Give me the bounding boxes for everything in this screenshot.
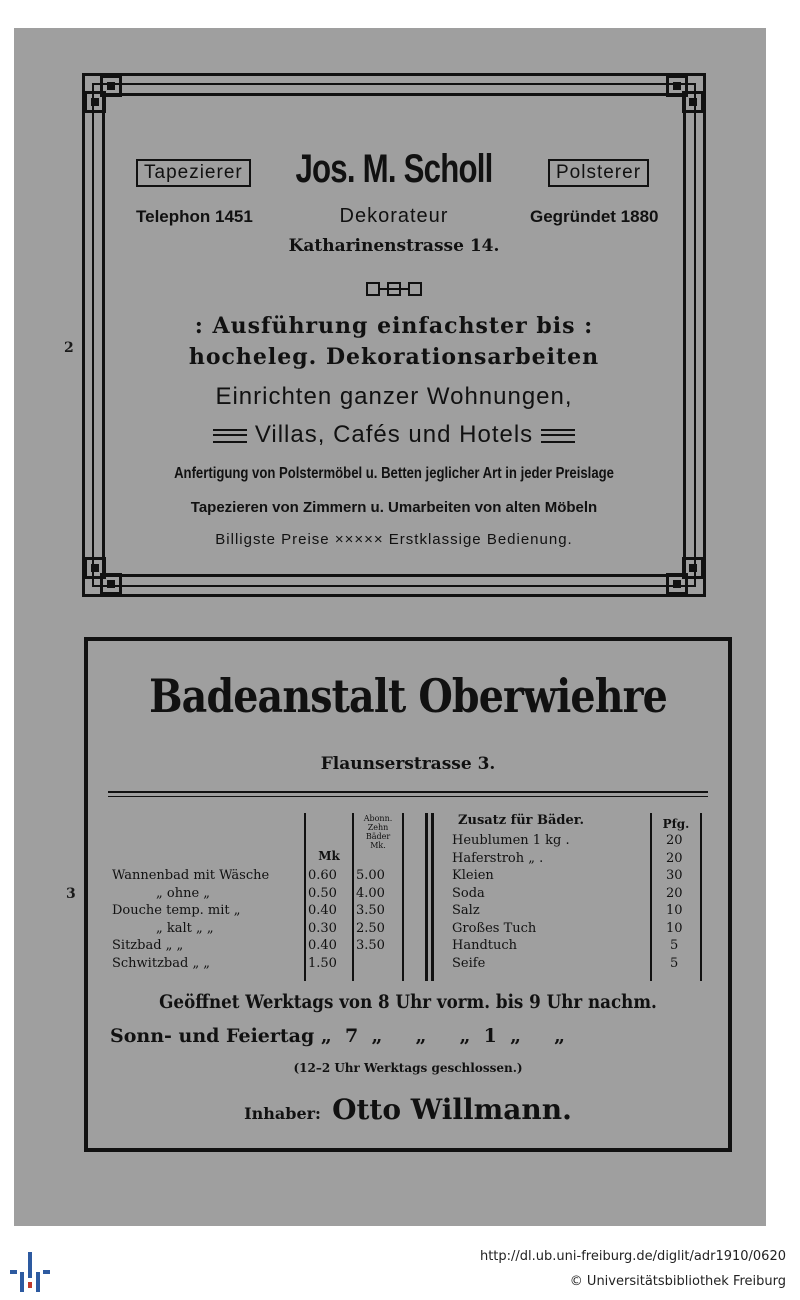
row-abonn: 4.00 (356, 885, 385, 901)
table-column-line (402, 813, 404, 981)
table-row (112, 920, 402, 938)
table-row (112, 867, 402, 885)
bath-title: Badeanstalt Oberwiehre (149, 669, 667, 723)
owner-name: Otto Willmann. (332, 1093, 572, 1126)
row-abonn: 3.50 (356, 903, 385, 918)
table-row (452, 850, 692, 868)
table-row (452, 867, 692, 885)
advertisement-badeanstalt (84, 637, 732, 1152)
table-row (112, 885, 402, 903)
source-url[interactable]: http://dl.ub.uni-freiburg.de/diglit/adr1910/0620 (479, 1249, 786, 1264)
table-column-line (425, 813, 428, 981)
row-label: Seife (452, 955, 486, 971)
table-column-line (700, 813, 702, 981)
row-mk: 0.50 (308, 885, 337, 901)
row-pfg: 20 (666, 885, 683, 901)
table-column-line (431, 813, 434, 981)
company-name: Jos. M. Scholl (295, 147, 493, 191)
mk-header: Mk (318, 849, 340, 863)
connector-line (380, 288, 408, 290)
row-label: Kleien (452, 868, 494, 883)
owner-line (88, 1093, 728, 1126)
closing-note: (12–2 Uhr Werktags geschlossen.) (293, 1061, 523, 1075)
square-ornament (408, 282, 422, 296)
row-label: Douche temp. mit „ (112, 903, 241, 918)
corner-ornament (666, 75, 688, 97)
row-label: „ ohne „ (156, 885, 210, 901)
abonn-header-line: Zehn (367, 823, 389, 832)
service-line-6: Tapezieren von Zimmern u. Umarbeiten von alten Möbeln (190, 499, 598, 516)
service-line-4-row (66, 421, 722, 449)
library-logo-icon (10, 1252, 50, 1292)
copyright-notice: © Universitätsbibliothek Freiburg (569, 1274, 786, 1289)
service-line-4: Villas, Cafés und Hotels (254, 421, 534, 448)
row-pfg: 10 (666, 903, 683, 918)
row-pfg: 20 (666, 833, 683, 848)
address: Katharinenstrasse 14. (288, 236, 500, 256)
row-label: Heublumen 1 kg . (452, 833, 570, 848)
profession: Dekorateur (339, 205, 449, 227)
service-line-3: Einrichten ganzer Wohnungen, (215, 383, 573, 410)
addon-price-table (452, 832, 692, 972)
row-label: Schwitzbad „ „ (112, 955, 211, 971)
service-line-5: Anfertigung von Polstermöbel u. Betten jeglicher Art in jeder Preislage (174, 465, 614, 482)
row-label: Haferstroh „ . (452, 850, 544, 866)
row-pfg: 30 (666, 868, 683, 883)
opening-hours-sundays: Sonn- und Feiertag „ 7 „ „ „ 1 „ „ (110, 1025, 566, 1047)
row-pfg: 20 (666, 850, 683, 866)
decorative-lines (213, 429, 247, 443)
row-mk: 0.30 (308, 920, 337, 936)
row-abonn: 5.00 (356, 868, 385, 883)
founded: Gegründet 1880 (530, 207, 659, 226)
bath-street: Flaunserstrasse 3. (320, 754, 496, 774)
table-row (112, 937, 402, 955)
row-mk: 0.40 (308, 938, 337, 953)
table-row (452, 920, 692, 938)
row-label: Handtuch (452, 938, 518, 953)
table-row (452, 885, 692, 903)
table-row (452, 902, 692, 920)
row-abonn: 3.50 (356, 938, 385, 953)
row-label: Großes Tuch (452, 920, 537, 936)
abonn-header-line: Mk. (370, 841, 386, 850)
table-row (452, 955, 692, 973)
label-tapezierer: Tapezierer (136, 159, 251, 187)
corner-ornament (100, 573, 122, 595)
row-abonn: 2.50 (356, 920, 385, 936)
row-pfg: 10 (666, 920, 683, 936)
service-line-7: Billigste Preise ××××× Erstklassige Bedienung. (215, 531, 573, 548)
table-row (112, 902, 402, 920)
addon-heading: Zusatz für Bäder. (458, 813, 584, 828)
divider-rule (108, 791, 708, 793)
service-line-1: : Ausführung einfachster bis : (194, 313, 594, 339)
bath-price-table (112, 867, 402, 972)
corner-ornament (100, 75, 122, 97)
abonn-header-line: Bäder (365, 832, 391, 841)
pfg-header: Pfg. (662, 817, 690, 831)
decorative-lines (541, 429, 575, 443)
margin-number: 2 (64, 340, 74, 356)
row-mk: 0.60 (308, 868, 337, 883)
square-ornament (366, 282, 380, 296)
decorative-squares (366, 282, 422, 296)
opening-hours-weekdays: Geöffnet Werktags von 8 Uhr vorm. bis 9 Uhr nachm. (159, 991, 657, 1013)
table-row (452, 832, 692, 850)
label-polsterer: Polsterer (548, 159, 649, 187)
row-mk: 1.50 (308, 955, 337, 971)
row-pfg: 5 (670, 955, 679, 971)
divider-rule (108, 796, 708, 797)
table-row (112, 955, 402, 973)
advertisement-scholl (66, 57, 722, 613)
row-label: Soda (452, 885, 485, 901)
abonn-header-line: Abonn. (363, 814, 393, 823)
corner-ornament (666, 573, 688, 595)
table-row (452, 937, 692, 955)
row-label: Sitzbad „ „ (112, 938, 184, 953)
row-label: Salz (452, 903, 480, 918)
service-line-2: hocheleg. Dekorationsarbeiten (188, 344, 600, 370)
row-pfg: 5 (670, 938, 679, 953)
row-label: Wannenbad mit Wäsche (112, 868, 270, 883)
telephone: Telephon 1451 (136, 207, 253, 226)
owner-label: Inhaber: (244, 1104, 321, 1123)
row-label: „ kalt „ „ (156, 920, 214, 936)
margin-number: 3 (66, 886, 76, 902)
row-mk: 0.40 (308, 903, 337, 918)
abonn-header (356, 814, 400, 850)
